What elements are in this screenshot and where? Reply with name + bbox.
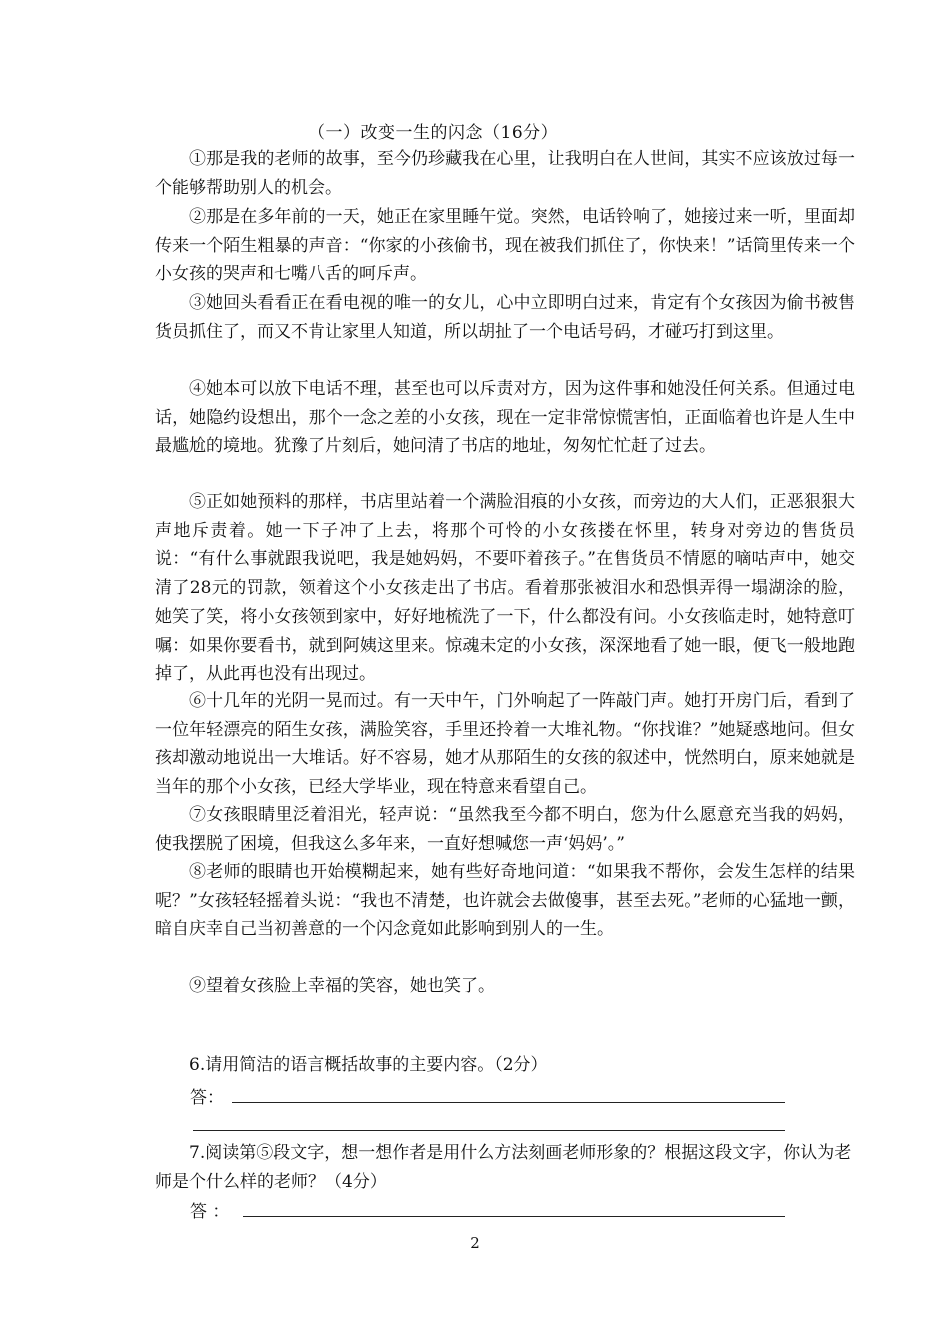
paragraph-9: ⑨望着女孩脸上幸福的笑容，她也笑了。	[189, 976, 495, 996]
paragraph-5: ⑤正如她预料的那样，书店里站着一个满脸泪痕的小女孩，而旁边的大人们，正恶狠狠大声地斥责着。她一下子冲了上去，将那个可怜的小女孩搂在怀里，转身对旁边的售货员说：“有什么事就跟我说吧，我是她妈妈，不要吓着孩子。”在售货员不情愿的嘀咕声中，她交清了28元的罚款，领着这个小女孩走出了书店。看着那张被泪水和恐惧弄得一塌湖涂的脸，她笑了笑，将小女孩领到家中，好好地梳洗了一下，什么都没有问。小女孩临走时，她特意叮嘱：如果你要看书，就到阿姨这里来。惊魂未定的小女孩，深深地看了她一眼，便飞一般地跑掉了，从此再也没有出现过。	[155, 492, 855, 685]
paragraph-6: ⑥十几年的光阴一晃而过。有一天中午，门外响起了一阵敲门声。她打开房门后，看到了一位年轻漂亮的陌生女孩，满脸笑容，手里还拎着一大堆礼物。“你找谁？”她疑惑地问。但女孩却激动地说出一大堆话。好不容易，她才从那陌生的女孩的叙述中，恍然明白，原来她就是当年的那个小女孩，已经大学毕业，现在特意来看望自己。	[155, 691, 855, 798]
answer-line-q6-2[interactable]	[193, 1130, 785, 1131]
answer-line-q7-1[interactable]	[243, 1216, 785, 1217]
paragraph-4: ④她本可以放下电话不理，甚至也可以斥责对方，因为这件事和她没任何关系。但通过电话，她隐约设想出，那个一念之差的小女孩，现在一定非常惊慌害怕，正面临着也许是人生中最尴尬的境地。犹豫了片刻后，她问清了书店的地址，匆匆忙忙赶了过去。	[155, 379, 855, 457]
paragraph-2: ②那是在多年前的一天，她正在家里睡午觉。突然，电话铃响了，她接过来一听，里面却传来一个陌生粗暴的声音：“你家的小孩偷书，现在被我们抓住了，你快来！”话筒里传来一个小女孩的哭声和七嘴八舌的呵斥声。	[155, 207, 855, 285]
question-7: 7.阅读第⑤段文字，想一想作者是用什么方法刻画老师形象的？根据这段文字，你认为老师是个什么样的老师？（4分）	[155, 1143, 852, 1192]
paragraph-7: ⑦女孩眼睛里泛着泪光，轻声说：“虽然我至今都不明白，您为什么愿意充当我的妈妈，使我摆脱了困境，但我这么多年来，一直好想喊您一声‘妈妈’。”	[155, 805, 855, 854]
section-title: （一）改变一生的闪念（16分）	[308, 123, 559, 143]
paragraph-8: ⑧老师的眼睛也开始模糊起来，她有些好奇地问道：“如果我不帮你，会发生怎样的结果呢？”女孩轻轻摇着头说：“我也不清楚，也许就会去做傻事，甚至去死。”老师的心猛地一颤，暗自庆幸自己当初善意的一个闪念竟如此影响到别人的一生。	[155, 862, 855, 940]
question-6: 6.请用简洁的语言概括故事的主要内容。（2分）	[189, 1055, 548, 1075]
paragraph-3: ③她回头看看正在看电视的唯一的女儿，心中立即明白过来，肯定有个女孩因为偷书被售货员抓住了，而又不肯让家里人知道，所以胡扯了一个电话号码，才碰巧打到这里。	[155, 293, 855, 342]
answer-label-q7: 答 ：	[190, 1202, 230, 1222]
page-number: 2	[470, 1234, 480, 1252]
answer-line-q6-1[interactable]	[232, 1102, 785, 1103]
answer-label-q6: 答：	[190, 1088, 224, 1108]
paragraph-1: ①那是我的老师的故事，至今仍珍藏我在心里，让我明白在人世间，其实不应该放过每一个能够帮助别人的机会。	[155, 149, 855, 198]
